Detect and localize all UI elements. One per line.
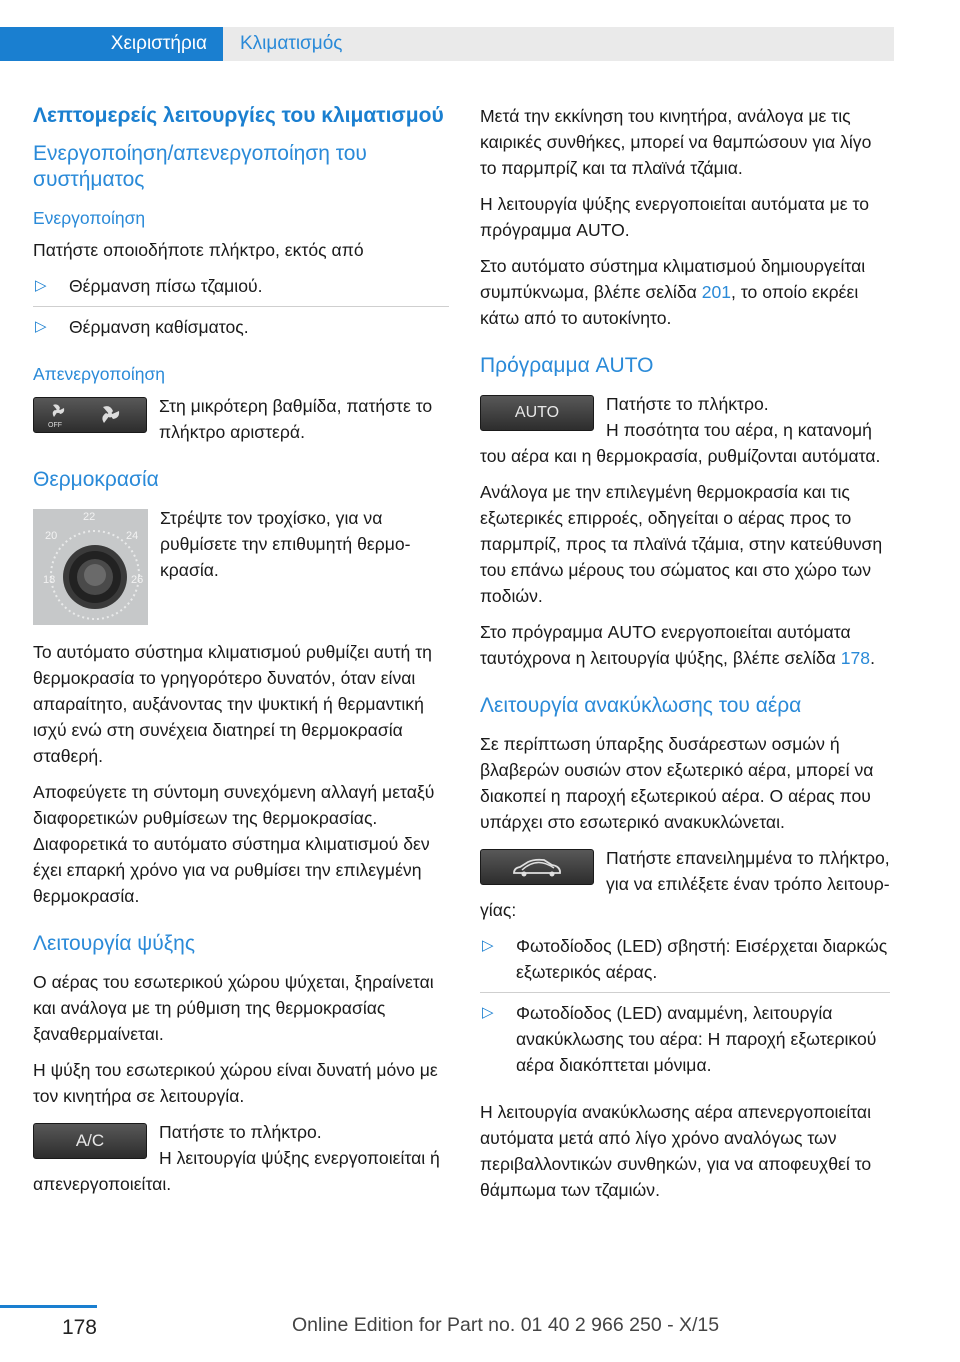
cooling-press-text-2: Η λειτουργία ψύξης ενεργοποιείται ή απενεργοποιείται. (33, 1148, 440, 1194)
svg-text:20: 20 (45, 530, 58, 542)
recirculation-press-text: Πατήστε επανειλημμένα το πλήκτρο, για να επιλέξετε έναν τρόπο λειτουργίας: (480, 848, 890, 920)
auto-heading: Πρόγραμμα AUTO (480, 354, 654, 377)
deactivation-text: Στη μικρότερη βαθμίδα, πατήστε το πλήκτρο αριστερά. (159, 396, 433, 442)
temperature-heading: Θερμοκρασία (33, 468, 159, 491)
tab-climate[interactable]: Κλιματισμός (223, 27, 894, 61)
activation-exceptions-list (33, 273, 449, 347)
auto-button-label: AUTO (514, 404, 560, 421)
temperature-paragraph-2: Αποφεύγετε τη σύντομη συνεχόμενη αλλαγή μεταξύ διαφορετικών ρυθμίσεων της θερμοκρασίας. Διαφορετικά το αυτόματο σύστημα κλιματισμού δεν έχει επαρκή χρόνο για να ρυθμίσει την επιλεγμένη θερμοκρασία. (33, 782, 435, 906)
triangle-bullet-icon: ▷ (482, 1004, 494, 1021)
deactivation-heading: Απενεργοποίηση (33, 364, 166, 384)
auto-press-text: Πατήστε το πλήκτρο. (606, 394, 769, 414)
recirculation-button-icon (480, 849, 594, 885)
svg-text:22: 22 (83, 511, 96, 523)
recirculation-heading: Λειτουργία ανακύκλωσης του αέρα (480, 694, 802, 717)
triangle-bullet-icon: ▷ (35, 277, 47, 294)
cooling-heading: Λειτουργία ψύξης (33, 932, 195, 955)
right-paragraph-3: Στο αυτόματο σύστημα κλιματισμού δημιουργείται συμπύκνωμα, βλέπε σελίδα 201, το οποίο εκρέει κάτω από το αυτοκίνητο. (480, 256, 866, 328)
cooling-paragraph-2: Η ψύξη του εσωτερικού χώρου είναι δυνατή μόνο με τον κινητήρα σε λειτουργία. (33, 1060, 438, 1106)
svg-text:24: 24 (126, 530, 139, 542)
section-title: Λεπτομερείς λειτουργίες του κλιματισμού (33, 104, 444, 127)
svg-text:18: 18 (43, 574, 56, 586)
auto-paragraph-1: Ανάλογα με την επιλεγμένη θερμοκρασία και τις εξωτερικές επιρροές, οδηγείται ο αέρας προς το παρμπρίζ, προς τα πλαϊνά τζάμια, στην κατεύθυνση του επάνω μέρους του σώματος και στο χώρο των ποδιών. (480, 482, 883, 606)
page-header (0, 27, 960, 61)
list-item: ▷ Φωτοδίοδος (LED) σβηστή: Εισέρχεται διαρκώς εξωτερικός αέρας. (480, 933, 890, 993)
activation-text: Πατήστε οποιοδήποτε πλήκτρο, εκτός από (33, 240, 364, 260)
auto-block (480, 391, 890, 469)
cooling-paragraph-1: Ο αέρας του εσωτερικού χώρου ψύχεται, ξηραίνεται και ανάλογα με τη ρύθμιση της θερμοκρασίας ξαναθερμαίνεται. (33, 972, 434, 1044)
cooling-press-text: Πατήστε το πλήκτρο. (159, 1122, 322, 1142)
triangle-bullet-icon: ▷ (482, 937, 494, 954)
auto-paragraph-2: Στο πρόγραμμα AUTO ενεργοποιείται αυτόματα ταυτόχρονα η λειτουργία ψύξης, βλέπε σελίδα 178. (480, 622, 875, 668)
fan-off-button-icon (33, 397, 147, 433)
temperature-paragraph-1: Το αυτόματο σύστημα κλιματισμού ρυθμίζει αυτή τη θερμοκρασία το γρηγορότερο δυνατόν, όταν είναι απαραίτητο, αυξάνοντας την ψυκτική ή θερμαντική ισχύ ενώ στη συνέχεια διατηρεί τη θερμοκρασία σταθερή. (33, 642, 432, 766)
list-item: ▷ Θέρμανση πίσω τζαμιού. (33, 273, 449, 307)
subsection-onoff: Ενεργοποίηση/απενεργοποίηση του συστήματος (33, 142, 367, 191)
list-item: ▷ Θέρμανση καθίσματος. (33, 314, 449, 347)
fan-off-label: OFF (48, 422, 62, 429)
temperature-knob-icon (33, 509, 148, 625)
svg-text:26: 26 (131, 574, 144, 586)
left-column (33, 103, 449, 1207)
temperature-block (33, 505, 449, 629)
recirculation-paragraph-2: Η λειτουργία ανακύκλωσης αέρα απενεργοποιείται αυτόματα μετά από λίγο χρόνο αναλόγως των περιβαλλοντικών συνθηκών, για να αποφευχθεί το θάμπωμα των τζαμιών. (480, 1102, 872, 1200)
temperature-text: Στρέψτε τον τροχίσκο, για να ρυθμίσετε την επιθυμητή θερμοκρασία. (160, 508, 411, 580)
right-paragraph-2: Η λειτουργία ψύξης ενεργοποιείται αυτόματα με το πρόγραμμα AUTO. (480, 194, 869, 240)
right-paragraph-1: Μετά την εκκίνηση του κινητήρα, ανάλογα με τις καιρικές συνθήκες, μπορεί να θαμπώσουν για λίγο το παρμπρίζ και τα πλαϊνά τζάμια. (480, 106, 872, 178)
edition-text: Online Edition for Part no. 01 40 2 966 250 - X/15 (292, 1314, 720, 1336)
triangle-bullet-icon: ▷ (35, 318, 47, 335)
ac-button-icon (33, 1123, 147, 1159)
right-column (480, 103, 890, 1213)
page-number: 178 (61, 1316, 97, 1339)
tab-controls[interactable]: Χειριστήρια (0, 27, 223, 61)
recirculation-block (480, 845, 890, 923)
ac-block (33, 1119, 449, 1197)
recirculation-paragraph-1: Σε περίπτωση ύπαρξης δυσάρεστων οσμών ή βλαβερών ουσιών στον εξωτερικό αέρα, μπορεί να διακοπεί η παροχή εξωτερικού αέρα. Ο αέρας που υπάρχει στο εσωτερικό ανακυκλώνεται. (480, 734, 874, 832)
auto-press-text-2: Η ποσότητα του αέρα, η κατανομή του αέρα και η θερμοκρασία, ρυθμίζονται αυτόματα. (480, 420, 881, 466)
auto-button-icon (480, 395, 594, 431)
page-link-201[interactable]: 201 (701, 282, 732, 302)
footer-divider (0, 1305, 97, 1308)
page-link-178[interactable]: 178 (840, 648, 871, 668)
recirculation-modes-list (480, 933, 890, 1085)
ac-button-label: A/C (75, 1131, 105, 1150)
list-item: ▷ Φωτοδίοδος (LED) αναμμένη, λειτουργία ανακύκλωσης του αέρα: Η παροχή εξωτερικού αέρα διακόπτεται μόνιμα. (480, 1000, 890, 1085)
deactivation-block (33, 393, 449, 445)
activation-heading: Ενεργοποίηση (33, 208, 146, 228)
